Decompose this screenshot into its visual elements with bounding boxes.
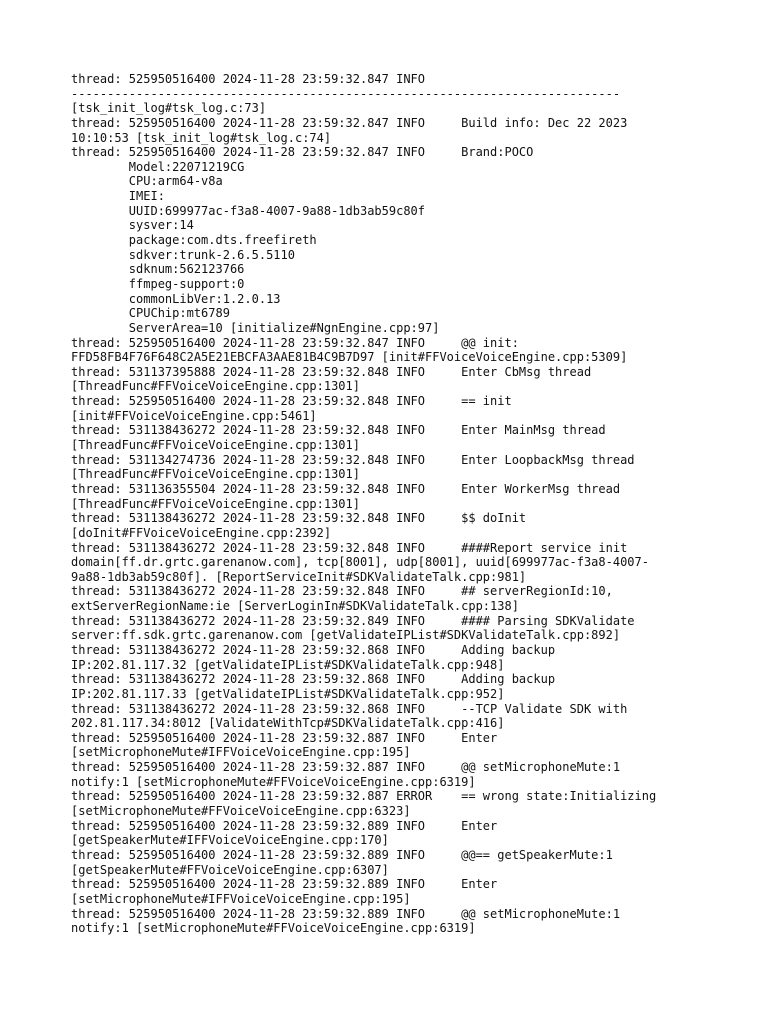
log-line: thread: 531138436272 2024-11-28 23:59:32.868 INFO Adding backup bbox=[71, 642, 556, 657]
log-line: thread: 525950516400 2024-11-28 23:59:32.889 INFO @@ setMicrophoneMute:1 bbox=[71, 906, 621, 921]
log-line: thread: 531136355504 2024-11-28 23:59:32.848 INFO Enter WorkerMsg thread bbox=[71, 481, 621, 496]
log-line: thread: 525950516400 2024-11-28 23:59:32.848 INFO == init bbox=[71, 394, 512, 409]
log-line: thread: 525950516400 2024-11-28 23:59:32.847 INFO @@ init: bbox=[71, 335, 519, 350]
log-line: thread: 531138436272 2024-11-28 23:59:32.868 INFO --TCP Validate SDK with bbox=[71, 701, 628, 716]
log-line: UUID:699977ac-f3a8-4007-9a88-1db3ab59c80f bbox=[71, 203, 426, 218]
log-line: 10:10:53 [tsk_init_log#tsk_log.c:74] bbox=[71, 130, 332, 145]
log-line: notify:1 [setMicrophoneMute#FFVoiceVoiceEngine.cpp:6319] bbox=[71, 774, 476, 789]
log-line: ---------------------------------------------------------------------------- bbox=[71, 86, 621, 101]
log-line: [ThreadFunc#FFVoiceVoiceEngine.cpp:1301] bbox=[71, 496, 360, 511]
log-line: sdknum:562123766 bbox=[71, 262, 245, 277]
log-line: thread: 525950516400 2024-11-28 23:59:32.847 INFO Build info: Dec 22 2023 bbox=[71, 115, 628, 130]
log-line: thread: 531138436272 2024-11-28 23:59:32.848 INFO Enter MainMsg thread bbox=[71, 423, 606, 438]
log-line: thread: 525950516400 2024-11-28 23:59:32.887 INFO @@ setMicrophoneMute:1 bbox=[71, 760, 621, 775]
log-line: 202.81.117.34:8012 [ValidateWithTcp#SDKValidateTalk.cpp:416] bbox=[71, 716, 505, 731]
log-line: CPUChip:mt6789 bbox=[71, 306, 230, 321]
log-line: thread: 525950516400 2024-11-28 23:59:32.847 INFO bbox=[71, 72, 426, 86]
log-line: FFD58FB4F76F648C2A5E21EBCFA3AAE81B4C9B7D97 [init#FFVoiceVoiceEngine.cpp:5309] bbox=[71, 350, 628, 365]
log-line: [getSpeakerMute#IFFVoiceVoiceEngine.cpp:170] bbox=[71, 833, 389, 848]
log-line: thread: 531138436272 2024-11-28 23:59:32.848 INFO ## serverRegionId:10, bbox=[71, 584, 613, 599]
log-line: ffmpeg-support:0 bbox=[71, 276, 245, 291]
log-line: [ThreadFunc#FFVoiceVoiceEngine.cpp:1301] bbox=[71, 379, 360, 394]
log-line: [ThreadFunc#FFVoiceVoiceEngine.cpp:1301] bbox=[71, 467, 360, 482]
log-line: [doInit#FFVoiceVoiceEngine.cpp:2392] bbox=[71, 525, 332, 540]
log-line: thread: 531138436272 2024-11-28 23:59:32.849 INFO #### Parsing SDKValidate bbox=[71, 613, 635, 628]
log-line: package:com.dts.freefireth bbox=[71, 233, 317, 248]
log-line: thread: 531134274736 2024-11-28 23:59:32.848 INFO Enter LoopbackMsg thread bbox=[71, 452, 635, 467]
log-line: extServerRegionName:ie [ServerLoginIn#SDKValidateTalk.cpp:138] bbox=[71, 599, 519, 614]
log-line: [init#FFVoiceVoiceEngine.cpp:5461] bbox=[71, 408, 317, 423]
log-line: thread: 531138436272 2024-11-28 23:59:32.868 INFO Adding backup bbox=[71, 672, 556, 687]
log-line: thread: 531138436272 2024-11-28 23:59:32.848 INFO $$ doInit bbox=[71, 511, 527, 526]
log-line: thread: 525950516400 2024-11-28 23:59:32.887 INFO Enter bbox=[71, 730, 498, 745]
log-line: IP:202.81.117.32 [getValidateIPList#SDKValidateTalk.cpp:948] bbox=[71, 657, 505, 672]
log-line: 9a88-1db3ab59c80f]. [ReportServiceInit#SDKValidateTalk.cpp:981] bbox=[71, 569, 527, 584]
log-line: [getSpeakerMute#FFVoiceVoiceEngine.cpp:6307] bbox=[71, 862, 389, 877]
log-line: [tsk_init_log#tsk_log.c:73] bbox=[71, 101, 267, 116]
log-line: [setMicrophoneMute#IFFVoiceVoiceEngine.cpp:195] bbox=[71, 891, 411, 906]
log-line: thread: 531138436272 2024-11-28 23:59:32.848 INFO ####Report service init bbox=[71, 540, 628, 555]
log-line: ServerArea=10 [initialize#NgnEngine.cpp:97] bbox=[71, 320, 440, 335]
log-line: thread: 525950516400 2024-11-28 23:59:32.889 INFO Enter bbox=[71, 818, 498, 833]
log-text bbox=[71, 72, 761, 936]
log-line: IMEI: bbox=[71, 189, 165, 204]
log-line: sysver:14 bbox=[71, 218, 194, 233]
log-line: thread: 525950516400 2024-11-28 23:59:32.847 INFO Brand:POCO bbox=[71, 145, 534, 160]
log-line: [setMicrophoneMute#IFFVoiceVoiceEngine.cpp:195] bbox=[71, 745, 411, 760]
log-line: thread: 531137395888 2024-11-28 23:59:32.848 INFO Enter CbMsg thread bbox=[71, 364, 592, 379]
log-line: [ThreadFunc#FFVoiceVoiceEngine.cpp:1301] bbox=[71, 438, 360, 453]
log-line: thread: 525950516400 2024-11-28 23:59:32.889 INFO Enter bbox=[71, 877, 498, 892]
log-line: Model:22071219CG bbox=[71, 159, 245, 174]
log-line: thread: 525950516400 2024-11-28 23:59:32.887 ERROR == wrong state:Initializing bbox=[71, 789, 657, 804]
log-line: domain[ff.dr.grtc.garenanow.com], tcp[8001], udp[8001], uuid[699977ac-f3a8-4007- bbox=[71, 555, 649, 570]
log-line: server:ff.sdk.grtc.garenanow.com [getValidateIPList#SDKValidateTalk.cpp:892] bbox=[71, 628, 621, 643]
log-line: [setMicrophoneMute#FFVoiceVoiceEngine.cpp:6323] bbox=[71, 804, 411, 819]
log-line: thread: 525950516400 2024-11-28 23:59:32.889 INFO @@== getSpeakerMute:1 bbox=[71, 847, 613, 862]
log-line: CPU:arm64-v8a bbox=[71, 174, 223, 189]
log-line: IP:202.81.117.33 [getValidateIPList#SDKValidateTalk.cpp:952] bbox=[71, 686, 505, 701]
log-line: commonLibVer:1.2.0.13 bbox=[71, 291, 281, 306]
log-line: notify:1 [setMicrophoneMute#FFVoiceVoiceEngine.cpp:6319] bbox=[71, 921, 476, 936]
log-line: sdkver:trunk-2.6.5.5110 bbox=[71, 247, 295, 262]
